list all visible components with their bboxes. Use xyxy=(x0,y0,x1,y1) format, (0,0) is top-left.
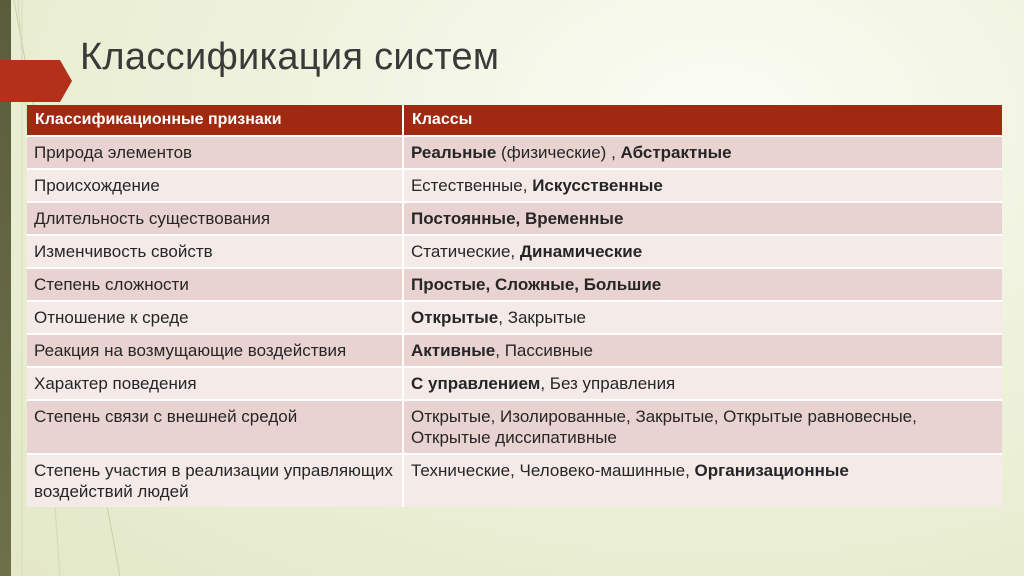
feature-cell: Реакция на возмущающие воздействия xyxy=(27,334,403,367)
class-bold-text: Организационные xyxy=(694,461,849,480)
class-bold-text: Реальные xyxy=(411,143,497,162)
class-text: Открытые диссипативные xyxy=(411,428,617,447)
classes-cell xyxy=(403,136,1002,169)
table-row xyxy=(27,301,1002,334)
feature-cell: Степень участия в реализации управляющих воздействий людей xyxy=(27,454,403,507)
table-row xyxy=(27,334,1002,367)
classification-table xyxy=(27,105,1002,507)
header-features: Классификационные признаки xyxy=(27,105,403,136)
slide-title: Классификация систем xyxy=(80,36,500,78)
classes-cell xyxy=(403,301,1002,334)
feature-cell: Степень связи с внешней средой xyxy=(27,400,403,454)
class-bold-text: С управлением xyxy=(411,374,541,393)
classes-cell xyxy=(403,454,1002,507)
class-bold-text: Динамические xyxy=(519,242,643,261)
classes-cell xyxy=(403,367,1002,400)
class-text: , Без управления xyxy=(540,374,676,393)
class-text: Технические, Человеко-машинные, xyxy=(411,461,695,480)
feature-cell: Природа элементов xyxy=(27,136,403,169)
class-bold-text: Открытые xyxy=(411,308,499,327)
feature-cell: Характер поведения xyxy=(27,367,403,400)
classes-cell xyxy=(403,268,1002,301)
table-header-row xyxy=(27,105,1002,136)
class-bold-text: Простые, Сложные, Большие xyxy=(411,275,662,294)
title-accent-bar xyxy=(0,60,60,102)
class-text: Естественные, xyxy=(411,176,533,195)
classes-cell xyxy=(403,202,1002,235)
class-text: Открытые, Изолированные, Закрытые, Открытые равновесные, xyxy=(411,407,917,426)
class-bold-text: Искусственные xyxy=(532,176,663,195)
class-bold-text: Абстрактные xyxy=(620,143,732,162)
table-row xyxy=(27,235,1002,268)
class-text: Статические, xyxy=(411,242,520,261)
classes-cell xyxy=(403,400,1002,454)
feature-cell: Длительность существования xyxy=(27,202,403,235)
table-row xyxy=(27,454,1002,507)
table-body xyxy=(27,136,1002,507)
feature-cell: Степень сложности xyxy=(27,268,403,301)
table-row xyxy=(27,268,1002,301)
classes-cell xyxy=(403,235,1002,268)
class-text: , Пассивные xyxy=(495,341,593,360)
table-row xyxy=(27,202,1002,235)
header-classes: Классы xyxy=(403,105,1002,136)
class-bold-text: Активные xyxy=(411,341,496,360)
feature-cell: Происхождение xyxy=(27,169,403,202)
feature-cell: Отношение к среде xyxy=(27,301,403,334)
feature-cell: Изменчивость свойств xyxy=(27,235,403,268)
class-text: (физические) , xyxy=(496,143,621,162)
table-row xyxy=(27,400,1002,454)
classes-cell xyxy=(403,334,1002,367)
class-bold-text: Постоянные, Временные xyxy=(411,209,624,228)
classes-cell xyxy=(403,169,1002,202)
class-text: , Закрытые xyxy=(498,308,587,327)
table-row xyxy=(27,169,1002,202)
table-row xyxy=(27,367,1002,400)
table-row xyxy=(27,136,1002,169)
